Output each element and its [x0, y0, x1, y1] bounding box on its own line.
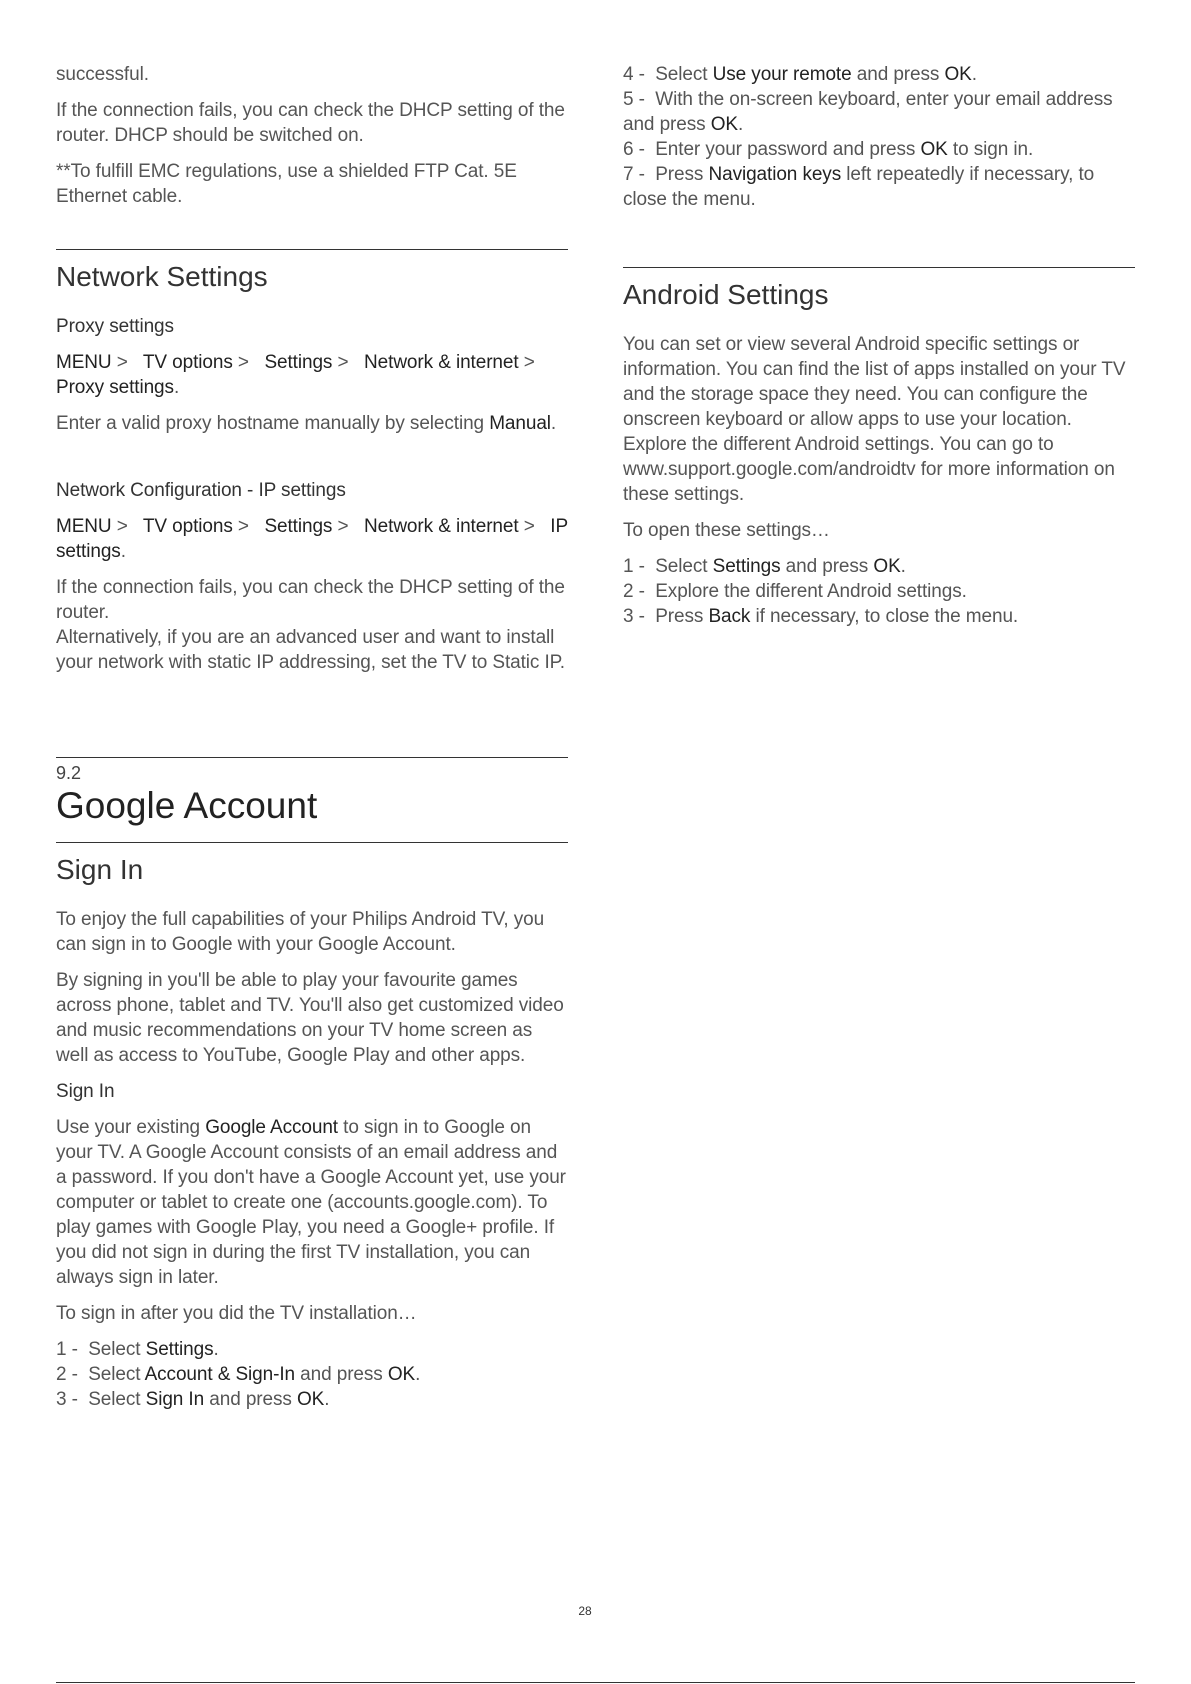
list-item: 2 - Explore the different Android settings. [623, 581, 967, 602]
paragraph: If the connection fails, you can check the DHCP setting of the router. DHCP should be switched on. [56, 100, 565, 146]
list-item: 1 - Select Settings. [56, 1339, 219, 1360]
list-item: 6 - Enter your password and press OK to sign in. [623, 139, 1034, 160]
proxy-menu-path: MENU > TV options > Settings > Network & internet > Proxy settings. [56, 352, 546, 398]
paragraph: **To fulfill EMC regulations, use a shielded FTP Cat. 5E Ethernet cable. [56, 161, 517, 207]
section-rule [56, 249, 568, 250]
right-column [623, 62, 1135, 629]
paragraph: successful. [56, 64, 149, 85]
list-item: 4 - Select Use your remote and press OK. [623, 64, 977, 85]
footer-rule [56, 1682, 1135, 1683]
paragraph: To enjoy the full capabilities of your Philips Android TV, you can sign in to Google with your Google Account. [56, 909, 545, 955]
section-number: 9.2 [56, 763, 82, 783]
page-number: 28 [578, 1604, 592, 1618]
list-item: 3 - Press Back if necessary, to close the menu. [623, 606, 1019, 627]
paragraph: By signing in you'll be able to play your favourite games across phone, tablet and TV. You'll also get customized video and music recommendations on your TV home screen as well as access to YouTube, Google Play and other apps. [56, 970, 564, 1066]
ip-menu-path: MENU > TV options > Settings > Network & internet > IP settings. [56, 516, 568, 562]
paragraph: To open these settings… [623, 520, 830, 541]
ip-subheading: Network Configuration - IP settings [56, 480, 346, 501]
ip-description: If the connection fails, you can check the DHCP setting of the router. [56, 577, 565, 623]
list-item: 7 - Press Navigation keys left repeatedly if necessary, to close the menu. [623, 164, 1095, 210]
paragraph: You can set or view several Android specific settings or information. You can find the list of apps installed on your TV and the storage space they need. You can configure the onscreen keyboard or allow apps to use your location. Explore the different Android settings. You can go to www.support.google.com/androidtv for more information on these settings. [623, 334, 1126, 505]
list-item: 1 - Select Settings and press OK. [623, 556, 906, 577]
section-rule [56, 842, 568, 843]
google-account-title: Google Account [56, 785, 318, 826]
sign-in-heading: Sign In [56, 854, 144, 885]
paragraph: Use your existing Google Account to sign in to Google on your TV. A Google Account consists of an email address and a password. If you don't have a Google Account yet, use your computer or tablet to create one (accounts.google.com). To play games with Google Play, you need a Google+ profile. If you did not sign in during the first TV installation, you can always sign in later. [56, 1117, 566, 1288]
proxy-subheading: Proxy settings [56, 316, 174, 337]
chapter-rule [56, 757, 568, 758]
proxy-description: Enter a valid proxy hostname manually by selecting Manual. [56, 413, 557, 434]
paragraph: To sign in after you did the TV installation… [56, 1303, 417, 1324]
list-item: 5 - With the on-screen keyboard, enter your email address and press OK. [623, 89, 1113, 135]
network-settings-heading: Network Settings [56, 261, 268, 292]
section-rule [623, 267, 1135, 268]
list-item: 3 - Select Sign In and press OK. [56, 1389, 330, 1410]
list-item: 2 - Select Account & Sign-In and press OK. [56, 1364, 421, 1385]
android-settings-heading: Android Settings [623, 279, 829, 310]
ip-description-2: Alternatively, if you are an advanced user and want to install your network with static IP addressing, set the TV to Static IP. [56, 627, 565, 673]
sign-in-subheading: Sign In [56, 1081, 115, 1102]
left-column [56, 62, 568, 1412]
